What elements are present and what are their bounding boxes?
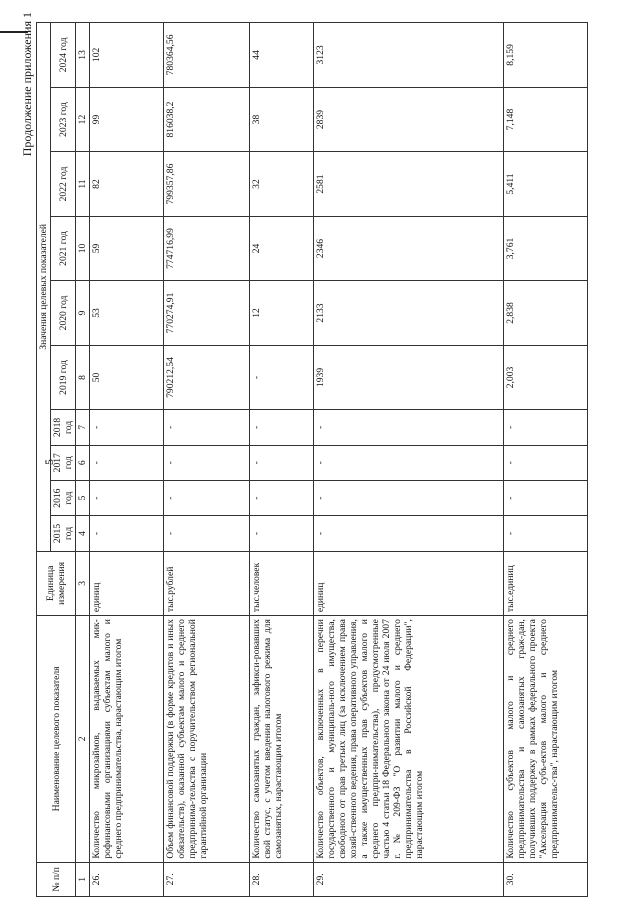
page-number: 5 [42, 459, 56, 465]
value-cell: 50 [90, 345, 164, 409]
value-cell: - [90, 410, 164, 445]
value-cell: - [90, 445, 164, 480]
col-number: 1 [76, 862, 90, 896]
unit-cell: тыс.человек [250, 551, 314, 615]
value-cell: 99 [90, 87, 164, 151]
value-cell: 12 [250, 281, 314, 345]
value-cell: - [250, 445, 314, 480]
year-header: 2018 год [51, 410, 76, 445]
table-row [314, 23, 504, 897]
value-cell: 5,411 [504, 152, 588, 216]
value-cell: 59 [90, 216, 164, 280]
value-cell: - [250, 410, 314, 445]
row-number: 29. [314, 862, 504, 896]
indicator-name: Количество объектов, включенных в перечни государственного и муниципаль-ного имущества, свободного от прав третьих лиц (за исключением права хозяй-ственного ведения, права оперативного управления, а также имущественных прав субъектов малого и среднего предпри-нимательства), предусмотренные частью 4 статьи 18 Федерального закона от 24 июля 2007 г. № 209-ФЗ "О развитии малого и среднего предпринимательства в Российской Федерации", нарастающим итогом [314, 616, 504, 863]
value-cell: 2,838 [504, 281, 588, 345]
value-cell: - [504, 445, 588, 480]
value-cell: 7,148 [504, 87, 588, 151]
value-cell: 53 [90, 281, 164, 345]
col-number: 3 [76, 551, 90, 615]
value-cell: - [90, 480, 164, 515]
year-header: 2017 год [51, 445, 76, 480]
year-header: 2023 год [51, 87, 76, 151]
row-number: 26. [90, 862, 164, 896]
indicator-name: Количество самозанятых граждан, зафикси-ровавших свой статус, с учетом введения налогового режима для самозанятых, нарастающим итогом [250, 616, 314, 863]
col-number: 6 [76, 445, 90, 480]
table-row [164, 23, 250, 897]
value-cell: 3123 [314, 23, 504, 88]
table-row [250, 23, 314, 897]
value-cell: - [504, 410, 588, 445]
col-number: 10 [76, 216, 90, 280]
value-cell: - [90, 516, 164, 551]
value-cell: - [250, 345, 314, 409]
table-row [504, 23, 588, 897]
value-cell: - [504, 516, 588, 551]
value-cell: - [164, 516, 250, 551]
header-values: Значения целевых показателей [37, 23, 51, 552]
indicators-table [36, 22, 588, 897]
header-name: Наименование целевого показателя [37, 616, 76, 863]
col-number: 4 [76, 516, 90, 551]
value-cell: 2346 [314, 216, 504, 280]
value-cell: - [314, 480, 504, 515]
col-number: 5 [76, 480, 90, 515]
value-cell: - [164, 410, 250, 445]
value-cell: 1939 [314, 345, 504, 409]
year-header: 2022 год [51, 152, 76, 216]
value-cell: - [250, 480, 314, 515]
indicator-name: Количество микрозаймов, выдаваемых мик-рофинансовыми организациями субъектам малого и среднего предпринимательства, нарастающим итогом [90, 616, 164, 863]
header-num: № п/п [37, 862, 76, 896]
header-unit: Единица измерения [37, 551, 76, 615]
row-number: 28. [250, 862, 314, 896]
year-header: 2024 год [51, 23, 76, 88]
value-cell: 24 [250, 216, 314, 280]
value-cell: 2133 [314, 281, 504, 345]
value-cell: 774716,99 [164, 216, 250, 280]
value-cell: 790212,54 [164, 345, 250, 409]
col-number: 12 [76, 87, 90, 151]
value-cell: 816038,2 [164, 87, 250, 151]
value-cell: - [164, 480, 250, 515]
year-header: 2015 год [51, 516, 76, 551]
value-cell: 2839 [314, 87, 504, 151]
value-cell: 102 [90, 23, 164, 88]
value-cell: - [164, 445, 250, 480]
row-number: 27. [164, 862, 250, 896]
value-cell: 3,761 [504, 216, 588, 280]
table-row [90, 23, 164, 897]
value-cell: 32 [250, 152, 314, 216]
value-cell: 780364,56 [164, 23, 250, 88]
value-cell: - [314, 410, 504, 445]
unit-cell: единиц [90, 551, 164, 615]
value-cell: - [314, 516, 504, 551]
col-number: 8 [76, 345, 90, 409]
col-number: 7 [76, 410, 90, 445]
year-header: 2021 год [51, 216, 76, 280]
col-number: 9 [76, 281, 90, 345]
value-cell: 2,003 [504, 345, 588, 409]
indicator-name: Объем финансовой поддержки (в форме кредитов и иных обязательств), оказанной субъектам малого и среднего предпринима-тельства с поручительством региональной гарантийной организации [164, 616, 250, 863]
col-number: 2 [76, 616, 90, 863]
value-cell: 44 [250, 23, 314, 88]
value-cell: 770274,91 [164, 281, 250, 345]
value-cell: 2581 [314, 152, 504, 216]
value-cell: - [314, 445, 504, 480]
value-cell: 82 [90, 152, 164, 216]
year-header: 2016 год [51, 480, 76, 515]
col-number: 11 [76, 152, 90, 216]
value-cell: 799357,86 [164, 152, 250, 216]
year-header: 2019 год [51, 345, 76, 409]
unit-cell: тыс.рублей [164, 551, 250, 615]
caption: Продолжение приложения 1 [20, 12, 34, 157]
row-number: 30. [504, 862, 588, 896]
value-cell: 38 [250, 87, 314, 151]
year-header: 2020 год [51, 281, 76, 345]
unit-cell: единиц [314, 551, 504, 615]
unit-cell: тыс.единиц [504, 551, 588, 615]
col-number: 13 [76, 23, 90, 88]
value-cell: - [504, 480, 588, 515]
indicator-name: Количество субъектов малого и среднего предпринимательства и самозанятых граж-дан, получивших поддержку в рамках федерального проекта "Акселерация субъ-ектов малого и среднего предпринимательс-тва", нарастающим итогом [504, 616, 588, 863]
value-cell: - [250, 516, 314, 551]
column-number-row [76, 23, 90, 897]
value-cell: 8,159 [504, 23, 588, 88]
